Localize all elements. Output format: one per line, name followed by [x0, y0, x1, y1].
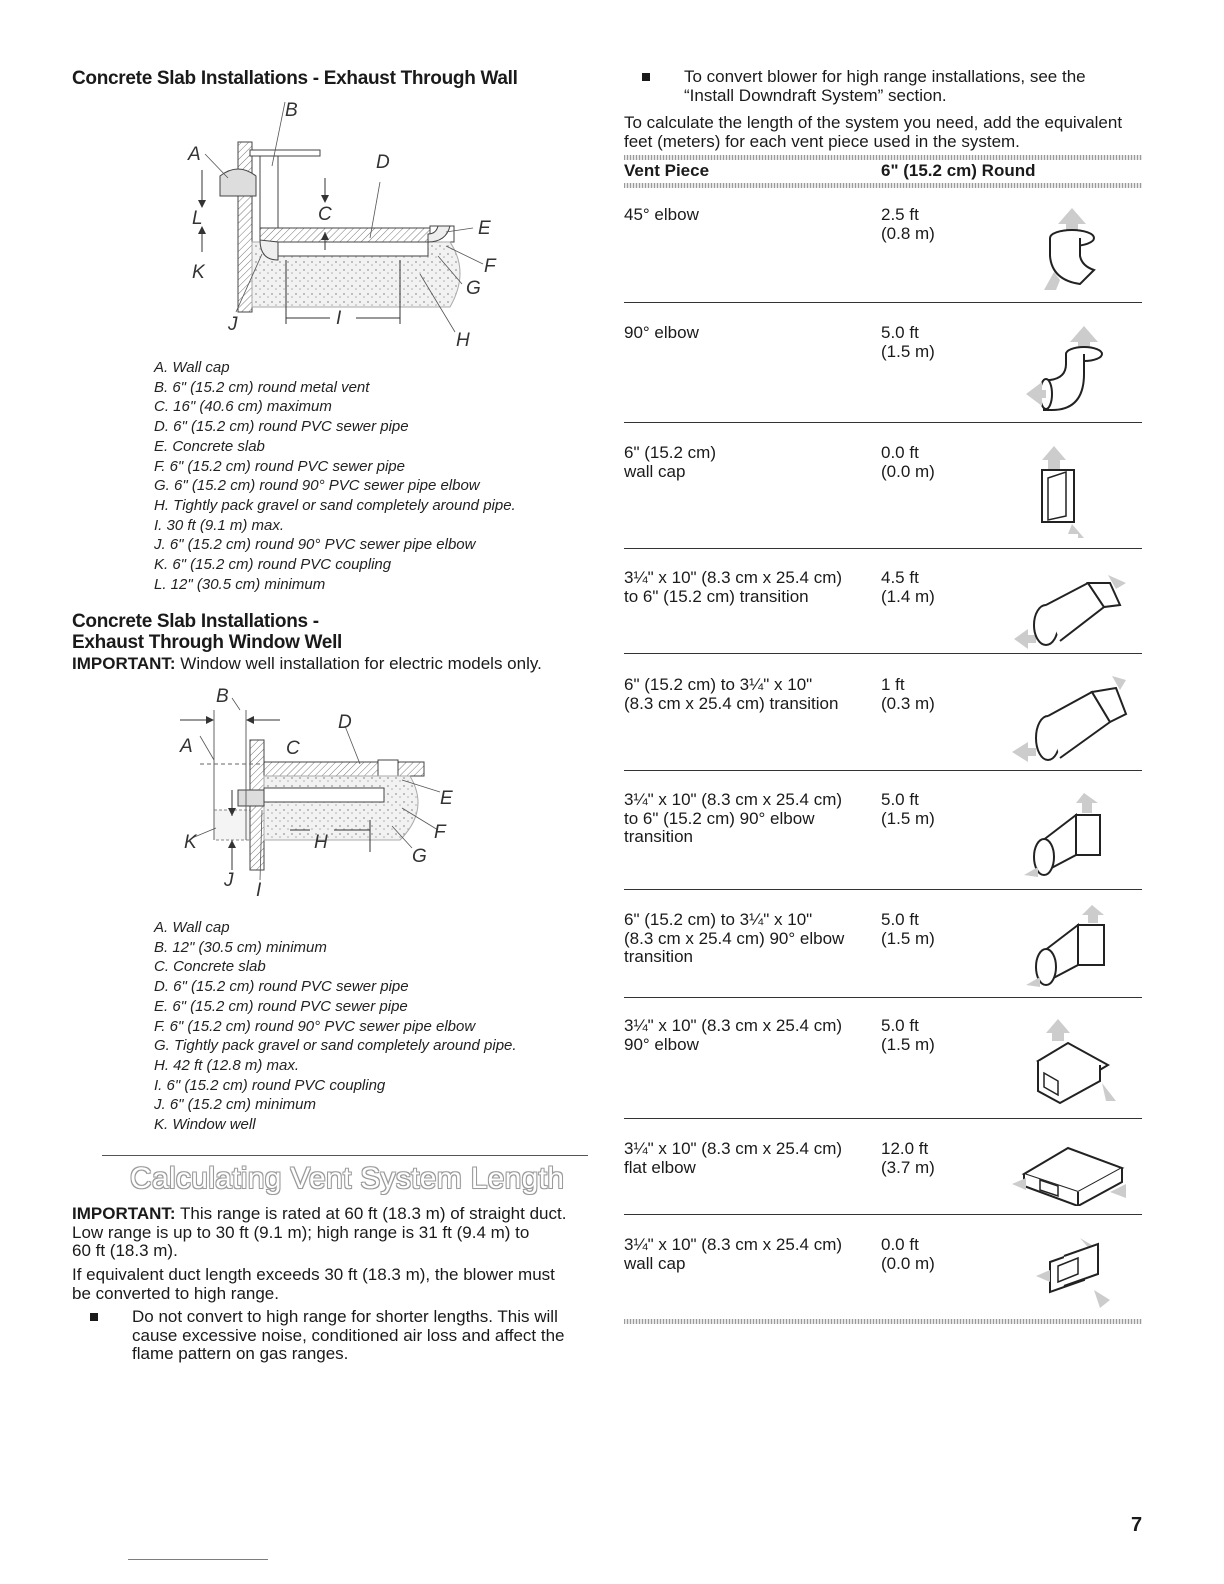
equiv-feet: 12.0 ft	[881, 1139, 929, 1158]
legend-item: I. 30 ft (9.1 m) max.	[154, 516, 285, 534]
legend-item: J. 6" (15.2 cm) round 90° PVC sewer pipe elbow	[154, 536, 476, 554]
section-title-calculating: Calculating Vent System Length	[130, 1162, 565, 1195]
legend-item: C. 16" (40.6 cm) maximum	[154, 398, 332, 416]
section-title-wall-exhaust: Concrete Slab Installations - Exhaust Through Wall	[72, 68, 518, 89]
table-header-vent-piece: Vent Piece	[624, 161, 710, 180]
legend-item: K. Window well	[154, 1116, 256, 1134]
row-divider	[624, 1118, 1142, 1119]
diagram1-label-b: B	[285, 100, 298, 121]
diagram1-label-i: I	[336, 308, 342, 329]
table-row	[624, 569, 1142, 653]
legend-item: I. 6" (15.2 cm) round PVC coupling	[154, 1076, 386, 1094]
legend-item: J. 6" (15.2 cm) minimum	[154, 1096, 317, 1114]
equiv-meters: (1.4 m)	[881, 587, 935, 606]
diagram1-label-k: K	[192, 262, 205, 283]
equiv-feet: 0.0 ft	[881, 1235, 919, 1254]
equiv-meters: (0.0 m)	[881, 1254, 935, 1273]
legend-item: E. Concrete slab	[154, 437, 265, 455]
vent-piece-name: 3¼" x 10" (8.3 cm x 25.4 cm) wall cap	[624, 1235, 843, 1273]
diagram2-label-k: K	[184, 832, 197, 853]
round-to-rect-transition-icon	[1008, 676, 1132, 766]
diagram1-label-l: L	[192, 208, 203, 229]
paragraph-line: To calculate the length of the system you need, add the equivalent	[624, 113, 1123, 132]
rect-elbow-90-icon	[1022, 1017, 1122, 1113]
bullet-item	[132, 1308, 565, 1364]
elbow-45-icon	[1034, 206, 1110, 296]
table-header-rule	[624, 183, 1142, 188]
important-text: Window well installation for electric models only.	[175, 654, 542, 673]
equiv-feet: 2.5 ft	[881, 205, 919, 224]
legend-item: B. 6" (15.2 cm) round metal vent	[154, 378, 370, 396]
diagram2-label-j: J	[224, 870, 234, 891]
diagram2-label-a: A	[180, 736, 193, 757]
diagram2-label-h: H	[314, 832, 328, 853]
window-well-legend	[154, 918, 517, 1135]
diagram1-label-f: F	[484, 256, 496, 277]
diagram2-label-b: B	[216, 686, 229, 707]
equiv-feet: 5.0 ft	[881, 910, 919, 929]
diagram1-label-g: G	[466, 278, 481, 299]
diagram2-label-i: I	[256, 880, 262, 898]
legend-item: F. 6" (15.2 cm) round 90° PVC sewer pipe elbow	[154, 1017, 476, 1035]
table-bottom-rule	[624, 1319, 1142, 1324]
legend-item: G. Tightly pack gravel or sand completely around pipe.	[154, 1037, 517, 1055]
vent-piece-name: 45° elbow	[624, 205, 699, 224]
section-title-line: Exhaust Through Window Well	[72, 632, 343, 653]
table-row	[624, 324, 1142, 422]
equiv-meters: (1.5 m)	[881, 929, 935, 948]
wall-exhaust-legend	[154, 358, 516, 594]
wall-cap-round-icon	[1034, 444, 1094, 540]
legend-item: C. Concrete slab	[154, 958, 266, 976]
footer-rule	[128, 1559, 268, 1560]
legend-item: H. Tightly pack gravel or sand completely around pipe.	[154, 496, 516, 514]
equiv-feet: 4.5 ft	[881, 568, 919, 587]
legend-item: E. 6" (15.2 cm) round PVC sewer pipe	[154, 997, 408, 1015]
table-row	[624, 444, 1142, 548]
row-divider	[624, 997, 1142, 998]
paragraph-line: If equivalent duct length exceeds 30 ft (18.3 m), the blower must	[72, 1265, 555, 1284]
elbow-90-icon	[1024, 324, 1114, 414]
diagram1-label-j: J	[228, 314, 238, 335]
table-row	[624, 1140, 1142, 1214]
row-divider	[624, 1214, 1142, 1215]
legend-item: H. 42 ft (12.8 m) max.	[154, 1056, 300, 1074]
paragraph-line: Low range is up to 30 ft (9.1 m); high range is 31 ft (9.4 m) to	[72, 1222, 530, 1242]
round-to-rect-elbow-transition-icon	[1022, 903, 1122, 993]
table-header-round: 6" (15.2 cm) Round	[881, 161, 1036, 180]
legend-item: D. 6" (15.2 cm) round PVC sewer pipe	[154, 978, 409, 996]
table-row	[624, 911, 1142, 997]
legend-item: A. Wall cap	[154, 359, 230, 376]
vent-piece-name: 3¼" x 10" (8.3 cm x 25.4 cm) 90° elbow	[624, 1016, 843, 1054]
vent-piece-name: 90° elbow	[624, 323, 699, 342]
equiv-meters: (1.5 m)	[881, 1035, 935, 1054]
paragraph-line: be converted to high range.	[72, 1283, 279, 1303]
row-divider	[624, 548, 1142, 549]
vent-piece-name: 3¼" x 10" (8.3 cm x 25.4 cm) flat elbow	[624, 1139, 843, 1177]
row-divider	[624, 889, 1142, 890]
calculating-important	[72, 1205, 566, 1261]
paragraph-line: This range is rated at 60 ft (18.3 m) of straight duct.	[175, 1204, 567, 1223]
table-row	[624, 791, 1142, 889]
equiv-feet: 5.0 ft	[881, 1016, 919, 1035]
equiv-feet: 1 ft	[881, 675, 905, 694]
equiv-meters: (1.5 m)	[881, 809, 935, 828]
legend-item: F. 6" (15.2 cm) round PVC sewer pipe	[154, 457, 405, 475]
bullet-line: cause excessive noise, conditioned air loss and affect the	[132, 1325, 565, 1345]
diagram1-label-h: H	[456, 330, 470, 351]
bullet-item	[684, 68, 1086, 105]
paragraph-line: feet (meters) for each vent piece used in the system.	[624, 131, 1020, 151]
equiv-feet: 0.0 ft	[881, 443, 919, 462]
table-row	[624, 1017, 1142, 1118]
important-label: IMPORTANT:	[72, 654, 176, 673]
bullet-line: “Install Downdraft System” section.	[684, 85, 947, 105]
page-number: 7	[1131, 1514, 1143, 1536]
row-divider	[624, 422, 1142, 423]
section-title-line: Concrete Slab Installations -	[72, 611, 319, 632]
table-top-rule	[624, 155, 1142, 160]
row-divider	[624, 770, 1142, 771]
equiv-meters: (0.8 m)	[881, 224, 935, 243]
diagram2-label-f: F	[434, 822, 446, 843]
bullet-line: flame pattern on gas ranges.	[132, 1344, 349, 1363]
legend-item: K. 6" (15.2 cm) round PVC coupling	[154, 556, 392, 574]
diagram1-label-a: A	[188, 144, 201, 165]
row-divider	[624, 653, 1142, 654]
equiv-meters: (1.5 m)	[881, 342, 935, 361]
diagram1-label-d: D	[376, 152, 390, 173]
diagram1-label-c: C	[318, 204, 332, 225]
diagram2-label-d: D	[338, 712, 352, 733]
table-row	[624, 676, 1142, 770]
diagram2-label-g: G	[412, 846, 427, 867]
vent-piece-name: 3¼" x 10" (8.3 cm x 25.4 cm) to 6" (15.2 cm) transition	[624, 568, 843, 606]
equiv-meters: (0.0 m)	[881, 462, 935, 481]
wall-exhaust-diagram	[150, 92, 550, 354]
vent-piece-name: 6" (15.2 cm) wall cap	[624, 443, 717, 481]
bullet-line: To convert blower for high range installations, see the	[684, 67, 1086, 86]
legend-item: G. 6" (15.2 cm) round 90° PVC sewer pipe elbow	[154, 477, 480, 495]
rect-flat-elbow-icon	[1010, 1140, 1130, 1206]
table-row	[624, 1236, 1142, 1316]
equiv-feet: 5.0 ft	[881, 790, 919, 809]
calculating-paragraph	[72, 1266, 555, 1303]
bullet-line: Do not convert to high range for shorter lengths. This will	[132, 1307, 558, 1326]
row-divider	[624, 302, 1142, 303]
rect-to-round-transition-icon	[1008, 569, 1128, 649]
section-title-window-well	[72, 611, 342, 653]
legend-item: B. 12" (30.5 cm) minimum	[154, 938, 327, 956]
vent-piece-name: 3¼" x 10" (8.3 cm x 25.4 cm) to 6" (15.2 cm) 90° elbow transition	[624, 790, 843, 846]
important-label: IMPORTANT:	[72, 1204, 176, 1223]
vent-piece-name: 6" (15.2 cm) to 3¼" x 10" (8.3 cm x 25.4 cm) 90° elbow transition	[624, 910, 845, 966]
diagram2-label-c: C	[286, 738, 300, 759]
paragraph-line: 60 ft (18.3 m).	[72, 1241, 178, 1260]
legend-item: D. 6" (15.2 cm) round PVC sewer pipe	[154, 418, 409, 436]
diagram1-label-e: E	[478, 218, 491, 239]
legend-item: A. Wall cap	[154, 919, 230, 936]
rect-wall-cap-icon	[1030, 1236, 1120, 1312]
diagram2-label-e: E	[440, 788, 453, 809]
window-well-diagram	[170, 680, 470, 898]
window-well-important	[72, 655, 542, 674]
intro-paragraph	[624, 114, 1122, 151]
section-divider	[102, 1155, 588, 1156]
equiv-meters: (3.7 m)	[881, 1158, 935, 1177]
bullet-square-icon	[90, 1313, 98, 1321]
equiv-feet: 5.0 ft	[881, 323, 919, 342]
bullet-square-icon	[642, 73, 650, 81]
equiv-meters: (0.3 m)	[881, 694, 935, 713]
legend-item: L. 12" (30.5 cm) minimum	[154, 575, 326, 593]
rect-to-round-elbow-transition-icon	[1022, 791, 1122, 885]
vent-piece-name: 6" (15.2 cm) to 3¼" x 10" (8.3 cm x 25.4 cm) transition	[624, 675, 839, 713]
table-row	[624, 206, 1142, 302]
